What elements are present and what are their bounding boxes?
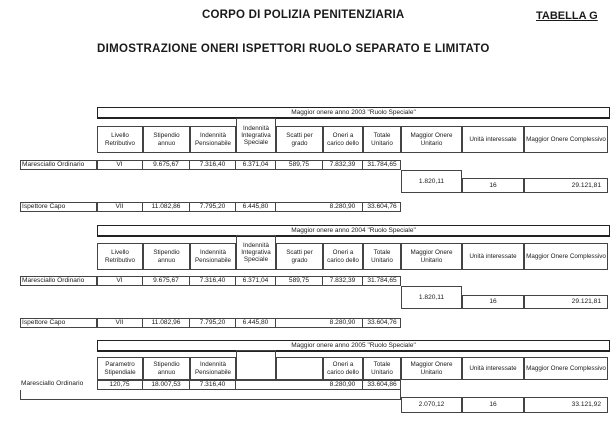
cell-total: 33.604,86	[367, 381, 397, 388]
cell-level: VI	[97, 161, 143, 169]
table-row	[20, 390, 401, 400]
cell-salary: 18.007,53	[143, 381, 190, 389]
cell-extra-unit: 1.820,11	[401, 170, 462, 193]
cell-allowance: 7.316,40	[190, 381, 236, 389]
section-banner: Maggior onere anno 2004 "Ruolo Speciale"	[98, 226, 609, 236]
col-header: Maggior Onere Unitario	[401, 243, 462, 270]
cell-allowance: 7.316,40	[190, 277, 236, 285]
section-banner: Maggior onere anno 2003 "Ruolo Speciale"	[98, 108, 609, 118]
cell-allowance: 7.795,20	[190, 319, 236, 327]
document-subtitle: DIMOSTRAZIONE ONERI ISPETTORI RUOLO SEPARATO E LIMITATO	[97, 43, 490, 55]
cell-integrative: 6.371,04	[236, 277, 276, 285]
col-header: Maggior Onere Complessivo	[524, 126, 608, 153]
cell-total: 31.784,65	[367, 277, 397, 284]
cell-parameter: 120,75	[97, 381, 143, 389]
col-header: Maggior Onere Unitario	[401, 126, 462, 153]
cell-level: VI	[97, 277, 143, 285]
col-header: Indennità Integrativa Speciale	[236, 118, 276, 153]
col-header: Indennità Pensionabile	[190, 243, 236, 270]
cell-salary: 9.675,67	[143, 277, 190, 285]
col-header: Stipendio annuo	[143, 126, 190, 153]
col-header: Scatti per grado	[276, 243, 323, 270]
row-label: Maresciallo Ordinario	[20, 276, 97, 286]
cell-charges: 8.280,90	[323, 381, 363, 389]
cell-charges: 7.832,39	[323, 277, 363, 285]
cell-charges: 7.832,39	[323, 161, 363, 169]
cell-level: VII	[97, 203, 143, 211]
cell-steps: 589,75	[276, 161, 323, 169]
cell-extra-total: 29.121,81	[524, 178, 608, 193]
cell-total: 33.604,76	[367, 319, 397, 326]
cell-allowance: 7.316,40	[190, 161, 236, 169]
row-label: Maresciallo Ordinario	[20, 160, 97, 170]
col-header: Indennità Pensionabile	[190, 126, 236, 153]
col-header: Unità interessate	[462, 243, 524, 270]
col-header: Scatti per grado	[276, 126, 323, 153]
col-header: Stipendio annuo	[143, 243, 190, 270]
cell-units: 16	[462, 295, 524, 309]
col-header: Stipendio annuo	[143, 357, 190, 380]
col-header: Maggior Onere Complessivo	[524, 243, 608, 270]
cell-charges: 8.280,90	[323, 203, 363, 211]
section-banner-frame	[97, 340, 610, 352]
col-header: Unità interessate	[462, 126, 524, 153]
col-header: Oneri a carico dello	[323, 357, 363, 380]
row-label: Ispettore Capo	[20, 318, 97, 328]
section-banner-frame	[97, 225, 610, 237]
document-title: CORPO DI POLIZIA PENITENZIARIA	[202, 9, 405, 21]
cell-extra-unit: 1.820,11	[401, 286, 462, 309]
cell-charges: 8.280,90	[323, 319, 363, 327]
table-reference: TABELLA G	[536, 10, 598, 22]
section-banner-frame	[97, 107, 610, 119]
cell-salary: 11.082,96	[143, 319, 190, 327]
col-header-empty	[236, 350, 276, 380]
cell-allowance: 7.795,20	[190, 203, 236, 211]
cell-total: 31.784,65	[367, 161, 397, 168]
cell-units: 16	[462, 397, 524, 413]
col-header: Parametro Stipendiale	[97, 357, 143, 380]
cell-integrative: 6.445,80	[236, 319, 276, 327]
row-label: Ispettore Capo	[20, 202, 97, 212]
col-header: Totale Unitario	[363, 126, 401, 153]
cell-level: VII	[97, 319, 143, 327]
cell-integrative: 6.371,04	[236, 161, 276, 169]
col-header: Totale Unitario	[363, 357, 401, 380]
cell-units: 16	[462, 178, 524, 193]
col-header: Indennità Integrativa Speciale	[236, 235, 276, 270]
col-header: Maggior Onere Unitario	[401, 357, 462, 380]
col-header-empty	[276, 357, 323, 380]
cell-integrative: 6.445,80	[236, 203, 276, 211]
cell-extra-total: 33.121,92	[524, 397, 608, 413]
col-header: Oneri a carico dello	[323, 126, 363, 153]
cell-salary: 11.082,86	[143, 203, 190, 211]
cell-steps: 589,75	[276, 277, 323, 285]
cell-total: 33.604,76	[367, 203, 397, 210]
col-header: Maggior Onere Complessivo	[524, 357, 608, 380]
cell-extra-total: 29.121,81	[524, 295, 608, 309]
col-header: Unità interessate	[462, 357, 524, 380]
cell-salary: 9.675,67	[143, 161, 190, 169]
col-header: Livello Retributivo	[97, 126, 143, 153]
col-header: Totale Unitario	[363, 243, 401, 270]
section-banner: Maggior onere anno 2005 "Ruolo Speciale"	[98, 341, 609, 351]
row-label: Maresciallo Ordinario	[21, 380, 84, 387]
cell-extra-unit: 2.070,12	[401, 397, 462, 413]
col-header: Livello Retributivo	[97, 243, 143, 270]
col-header: Indennità Pensionabile	[190, 357, 236, 380]
col-header: Oneri a carico dello	[323, 243, 363, 270]
